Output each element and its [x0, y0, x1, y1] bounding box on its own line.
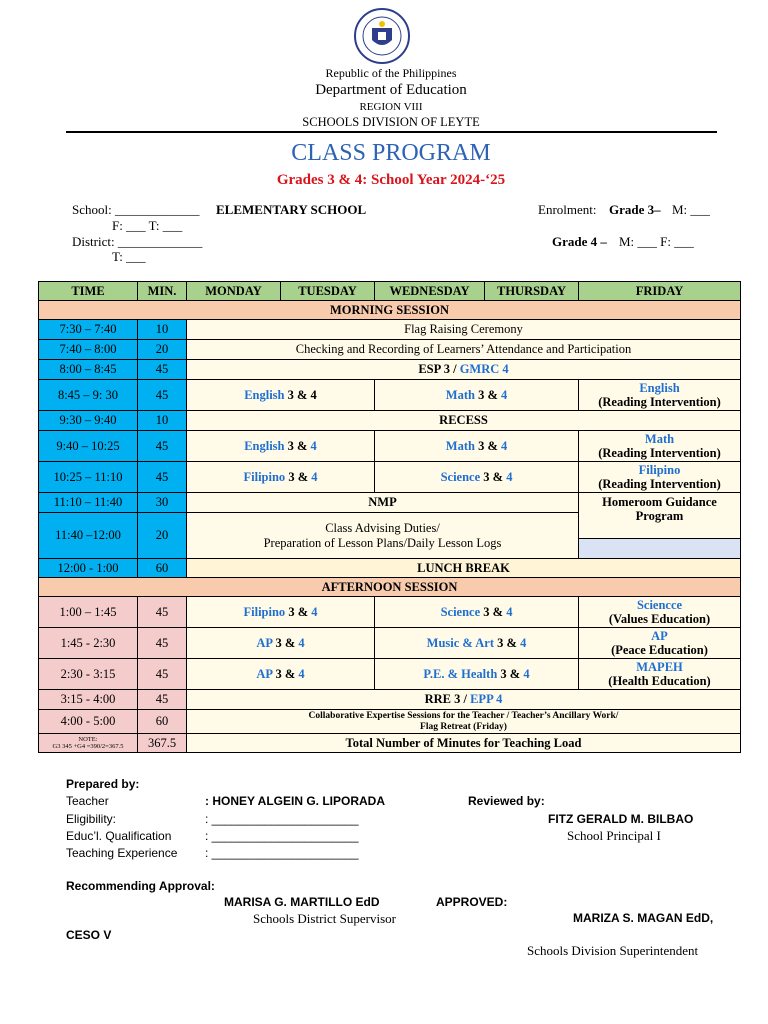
note-text: G3 345 +G4 =390/2=367.5 — [52, 743, 124, 750]
session-row — [39, 301, 741, 320]
school-name: ELEMENTARY SCHOOL — [216, 202, 367, 217]
activity-line-2: Preparation of Lesson Plans/Daily Lesson Logs — [263, 535, 502, 550]
friday-subject: AP — [651, 628, 668, 643]
subject-name: Music & Art — [426, 635, 495, 650]
grade-text: 3 & — [272, 666, 299, 681]
subject-g4: GMRC 4 — [459, 362, 509, 377]
header-department: Department of Education — [315, 82, 467, 98]
subject-name: Math — [445, 438, 475, 453]
homeroom-cell: Homeroom Guidance Program — [579, 493, 741, 539]
grade-text: 3 & 4 — [284, 387, 317, 402]
min-cell: 60 — [138, 710, 187, 734]
time-cell: 10:25 – 11:10 — [39, 462, 138, 493]
table-row — [39, 360, 741, 380]
grade-text: 3 & — [497, 666, 524, 681]
table-row — [39, 462, 741, 493]
superintendent-name: MARIZA S. MAGAN EdD, — [573, 911, 714, 925]
table-row — [39, 690, 741, 710]
grade-4: 4 — [310, 438, 317, 453]
col-friday: FRIDAY — [579, 282, 741, 301]
afternoon-session-label: AFTERNOON SESSION — [39, 578, 741, 597]
wed-thu-cell — [375, 597, 579, 628]
note-cell — [39, 734, 138, 753]
table-row — [39, 320, 741, 340]
subject-g3: RRE 3 / — [424, 692, 471, 707]
grade-text: 3 & — [474, 387, 501, 402]
min-cell: 10 — [138, 411, 187, 431]
min-cell: 45 — [138, 628, 187, 659]
subject-name: English — [244, 438, 285, 453]
activity-cell: Checking and Recording of Learners’ Attendance and Participation — [187, 340, 741, 360]
subject-name: AP — [256, 666, 273, 681]
recommending-label: Recommending Approval: — [66, 879, 215, 893]
school-ft: F: ___ T: ___ — [112, 218, 183, 233]
friday-cell — [579, 597, 741, 628]
col-thursday: THURSDAY — [485, 282, 579, 301]
grade-4: 4 — [523, 666, 530, 681]
eligibility-label: Eligibility: — [66, 812, 117, 826]
deped-seal — [354, 8, 410, 64]
grade-text: 3 & — [480, 469, 507, 484]
wed-thu-cell — [375, 659, 579, 690]
friday-note: (Values Education) — [608, 612, 711, 626]
wed-thu-cell — [375, 462, 579, 493]
friday-note: (Reading Intervention) — [598, 477, 721, 491]
subject-name: Filipino — [243, 604, 286, 619]
grade-text: 3 & — [284, 438, 311, 453]
activity-line-2: Flag Retreat (Friday) — [420, 721, 507, 732]
grade-4: 4 — [506, 469, 513, 484]
table-row — [39, 340, 741, 360]
grade-text: 3 & — [474, 438, 501, 453]
table-row — [39, 597, 741, 628]
time-cell: 1:45 - 2:30 — [39, 628, 138, 659]
subject-name: English — [244, 387, 285, 402]
activity-line-1: Class Advising Duties/ — [325, 521, 440, 536]
activity-cell: Flag Raising Ceremony — [187, 320, 741, 340]
grade-4: 4 — [500, 438, 508, 453]
subject-name: Science — [440, 604, 481, 619]
col-wednesday: WEDNESDAY — [375, 282, 485, 301]
friday-note: (Health Education) — [608, 674, 711, 688]
min-cell: 45 — [138, 462, 187, 493]
friday-cell — [579, 431, 741, 462]
class-program-table — [38, 281, 741, 753]
time-cell: 12:00 - 1:00 — [39, 559, 138, 578]
eligibility-value: : ______________________ — [205, 812, 359, 826]
mon-tue-cell — [187, 628, 375, 659]
supervisor-title: Schools District Supervisor — [253, 911, 396, 926]
col-time: TIME — [39, 282, 138, 301]
time-cell: 7:30 – 7:40 — [39, 320, 138, 340]
wed-thu-cell — [375, 628, 579, 659]
grade-4: 4 — [520, 635, 527, 650]
min-cell: 45 — [138, 690, 187, 710]
note-label: NOTE: — [78, 735, 98, 743]
subject-name: P.E. & Health — [423, 666, 498, 681]
time-cell: 9:30 – 9:40 — [39, 411, 138, 431]
table-header-row — [39, 282, 741, 301]
subject-name: Science — [440, 469, 481, 484]
time-cell: 11:40 –12:00 — [39, 513, 138, 559]
min-cell: 30 — [138, 493, 187, 513]
friday-cell — [579, 659, 741, 690]
grade-text: 3 & — [285, 604, 312, 619]
table-row — [39, 659, 741, 690]
morning-session-label: MORNING SESSION — [39, 301, 741, 320]
subject-g4: EPP 4 — [470, 692, 503, 707]
grade-text: 3 & — [285, 469, 312, 484]
page-title: CLASS PROGRAM — [291, 140, 491, 166]
teacher-value: : HONEY ALGEIN G. LIPORADA — [205, 794, 386, 808]
activity-cell: RECESS — [187, 411, 741, 431]
friday-cell — [579, 462, 741, 493]
experience-label: Teaching Experience — [66, 846, 178, 860]
time-cell: 3:15 - 4:00 — [39, 690, 138, 710]
mon-tue-cell — [187, 380, 375, 411]
time-cell: 2:30 - 3:15 — [39, 659, 138, 690]
header-divider — [66, 131, 717, 133]
page-subtitle: Grades 3 & 4: School Year 2024-‘25 — [276, 172, 506, 188]
grade3-label: Grade 3– — [609, 202, 661, 217]
min-total-cell: 367.5 — [138, 734, 187, 753]
reviewed-by-label: Reviewed by: — [468, 794, 545, 808]
activity-cell: NMP — [187, 493, 579, 513]
table-row — [39, 710, 741, 734]
time-cell: 8:45 – 9: 30 — [39, 380, 138, 411]
min-cell: 45 — [138, 431, 187, 462]
wed-thu-cell — [375, 380, 579, 411]
time-cell: 9:40 – 10:25 — [39, 431, 138, 462]
subject-name: AP — [256, 635, 273, 650]
min-cell: 45 — [138, 659, 187, 690]
experience-value: : ______________________ — [205, 846, 359, 860]
grade-text: 3 & — [272, 635, 299, 650]
table-row — [39, 380, 741, 411]
activity-cell — [187, 360, 741, 380]
table-row — [39, 431, 741, 462]
grade-text: 3 & — [480, 604, 507, 619]
friday-note: (Reading Intervention) — [598, 395, 721, 409]
approved-label: APPROVED: — [436, 895, 508, 909]
min-cell: 45 — [138, 597, 187, 628]
time-cell: 4:00 - 5:00 — [39, 710, 138, 734]
min-cell: 10 — [138, 320, 187, 340]
friday-subject: Math — [644, 431, 675, 446]
min-cell: 20 — [138, 513, 187, 559]
grade4-mf: M: ___ F: ___ — [619, 234, 694, 249]
grade4-label: Grade 4 – — [552, 234, 607, 249]
header-division: SCHOOLS DIVISION OF LEYTE — [302, 115, 480, 129]
session-row — [39, 578, 741, 597]
lunch-cell: LUNCH BREAK — [187, 559, 741, 578]
wed-thu-cell — [375, 431, 579, 462]
district-label: District: _____________ — [72, 234, 203, 249]
min-cell: 60 — [138, 559, 187, 578]
header-republic: Republic of the Philippines — [325, 66, 457, 80]
friday-cell — [579, 380, 741, 411]
subject-name: Filipino — [243, 469, 286, 484]
total-label-cell: Total Number of Minutes for Teaching Load — [187, 734, 741, 753]
grade-4: 4 — [298, 635, 305, 650]
grade-4: 4 — [311, 469, 318, 484]
grade-4: 4 — [298, 666, 305, 681]
friday-subject: Sciencce — [636, 597, 683, 612]
grade-4: 4 — [506, 604, 513, 619]
grade-4: 4 — [500, 387, 508, 402]
friday-cell — [579, 628, 741, 659]
min-cell: 45 — [138, 380, 187, 411]
prepared-by-label: Prepared by: — [66, 777, 140, 791]
min-cell: 20 — [138, 340, 187, 360]
friday-note: (Reading Intervention) — [598, 446, 721, 460]
activity-line-1: Collaborative Expertise Sessions for the Teacher / Teacher’s Ancillary Work/ — [308, 710, 619, 721]
teacher-label: Teacher — [66, 794, 109, 808]
supervisor-name: MARISA G. MARTILLO EdD — [224, 895, 380, 909]
activity-cell — [187, 513, 579, 559]
table-row — [39, 734, 741, 753]
table-row — [39, 411, 741, 431]
educ-label: Educ’l. Qualification — [66, 829, 172, 843]
mon-tue-cell — [187, 431, 375, 462]
min-cell: 45 — [138, 360, 187, 380]
col-min: MIN. — [138, 282, 187, 301]
school-label: School: _____________ — [72, 202, 200, 217]
friday-note: (Peace Education) — [611, 643, 708, 657]
mon-tue-cell — [187, 597, 375, 628]
friday-subject: English — [639, 380, 680, 395]
table-row — [39, 493, 741, 513]
time-cell: 1:00 – 1:45 — [39, 597, 138, 628]
ceso-label: CESO V — [66, 928, 112, 942]
friday-blank-cell — [579, 539, 741, 559]
table-row — [39, 559, 741, 578]
subject-name: Math — [445, 387, 475, 402]
header-region: REGION VIII — [359, 101, 423, 113]
mon-tue-cell — [187, 462, 375, 493]
principal-title: School Principal I — [567, 828, 661, 843]
subject-g3: ESP 3 / — [418, 362, 460, 377]
col-monday: MONDAY — [187, 282, 281, 301]
time-cell: 8:00 – 8:45 — [39, 360, 138, 380]
grade3-m: M: ___ — [672, 202, 710, 217]
activity-cell — [187, 690, 741, 710]
grade-4: 4 — [311, 604, 318, 619]
educ-value: : ______________________ — [205, 829, 359, 843]
district-t: T: ___ — [112, 249, 146, 264]
col-tuesday: TUESDAY — [281, 282, 375, 301]
friday-subject: MAPEH — [636, 659, 683, 674]
activity-cell — [187, 710, 741, 734]
table-row — [39, 628, 741, 659]
mon-tue-cell — [187, 659, 375, 690]
grade-text: 3 & — [494, 635, 521, 650]
principal-name: FITZ GERALD M. BILBAO — [548, 812, 694, 826]
superintendent-title: Schools Division Superintendent — [527, 943, 699, 958]
time-cell: 11:10 – 11:40 — [39, 493, 138, 513]
friday-subject: Filipino — [638, 462, 681, 477]
enrolment-label: Enrolment: — [538, 202, 597, 217]
time-cell: 7:40 – 8:00 — [39, 340, 138, 360]
